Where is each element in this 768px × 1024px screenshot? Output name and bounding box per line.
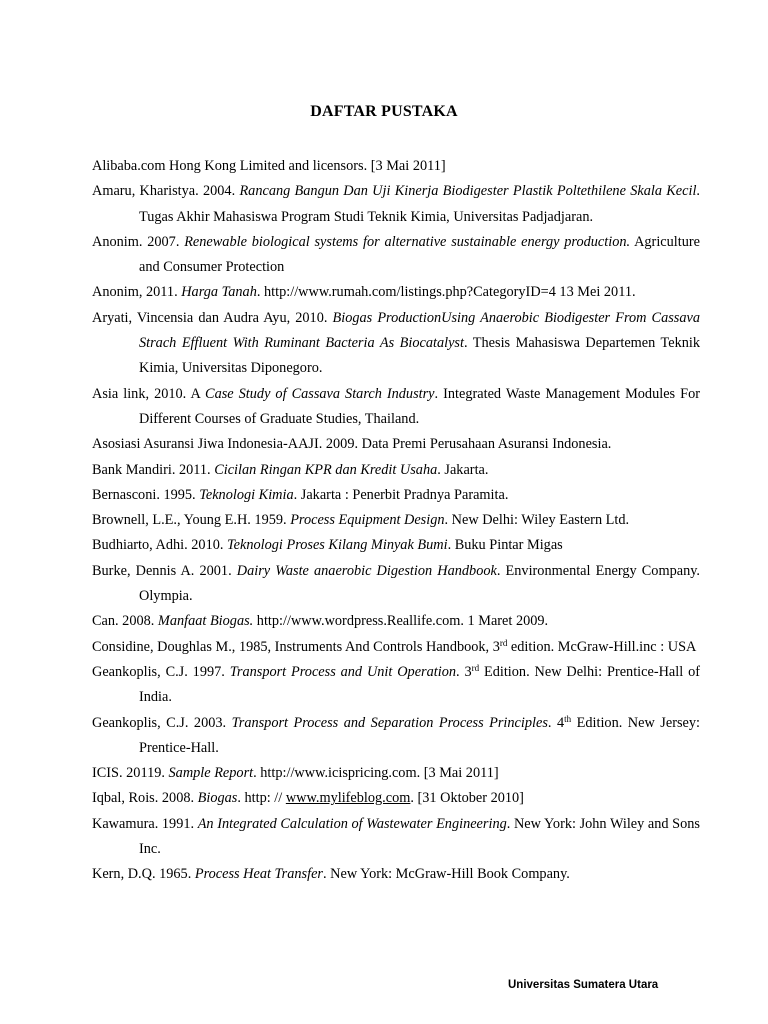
reference-item: Alibaba.com Hong Kong Limited and licensors. [3 Mai 2011] (92, 158, 446, 174)
reference-item: Geankoplis, C.J. 2003. Transport Process and Separation Process Principles. 4th Edition. New Jersey: Prentice-Hall. (92, 713, 700, 756)
reference-item: ICIS. 20119. Sample Report. http://www.icispricing.com. [3 Mai 2011] (92, 765, 499, 782)
reference-item: Bank Mandiri. 2011. Cicilan Ringan KPR dan Kredit Usaha. Jakarta. (92, 461, 489, 478)
reference-item: Considine, Doughlas M., 1985, Instruments And Controls Handbook, 3rd edition. McGraw-Hill.inc : USA (92, 637, 697, 655)
reference-item: Kawamura. 1991. An Integrated Calculation of Wastewater Engineering. New York: John Wiley and Sons Inc. (92, 815, 700, 858)
reference-item: Asosiasi Asuransi Jiwa Indonesia-AAJI. 2009. Data Premi Perusahaan Asuransi Indonesia. (92, 436, 612, 453)
reference-item: Iqbal, Rois. 2008. Biogas. http: // www.mylifeblog.com. [31 Oktober 2010] (92, 790, 524, 807)
reference-item: Aryati, Vincensia dan Audra Ayu, 2010. Biogas ProductionUsing Anaerobic Biodigester From Cassava Strach Effluent With Ruminant Bacteria As Biocatalyst. Thesis Mahasiswa Departemen Teknik Kimia, Universitas Diponegoro. (92, 309, 701, 377)
reference-item: Bernasconi. 1995. Teknologi Kimia. Jakarta : Penerbit Pradnya Paramita. (92, 486, 509, 503)
reference-item: Burke, Dennis A. 2001. Dairy Waste anaerobic Digestion Handbook. Environmental Energy Company. Olympia. (92, 562, 701, 605)
reference-item: Anonim. 2007. Renewable biological systems for alternative sustainable energy production. Agriculture and Consumer Protection (92, 233, 700, 276)
reference-item: Anonim, 2011. Harga Tanah. http://www.rumah.com/listings.php?CategoryID=4 13 Mei 2011. (92, 284, 636, 301)
reference-item: Geankoplis, C.J. 1997. Transport Process and Unit Operation. 3rd Edition. New Delhi: Prentice-Hall of India. (92, 662, 700, 706)
reference-item: Asia link, 2010. A Case Study of Cassava Starch Industry. Integrated Waste Management Modules For Different Courses of Graduate Studies, Thailand. (92, 385, 700, 427)
reference-link[interactable]: www.mylifeblog.com (285, 790, 411, 807)
reference-item: Kern, D.Q. 1965. Process Heat Transfer. New York: McGraw-Hill Book Company. (92, 866, 570, 883)
footer-institution: Universitas Sumatera Utara (508, 979, 659, 991)
reference-item: Can. 2008. Manfaat Biogas. http://www.wordpress.Reallife.com. 1 Maret 2009. (92, 613, 549, 630)
page-title: DAFTAR PUSTAKA (310, 103, 458, 120)
reference-item: Budhiarto, Adhi. 2010. Teknologi Proses Kilang Minyak Bumi. Buku Pintar Migas (92, 537, 563, 554)
reference-list (92, 154, 700, 888)
reference-item: Amaru, Kharistya. 2004. Rancang Bangun Dan Uji Kinerja Biodigester Plastik Poltethilene Skala Kecil. Tugas Akhir Mahasiswa Program Studi Teknik Kimia, Universitas Padjadjaran. (92, 183, 700, 225)
reference-item: Brownell, L.E., Young E.H. 1959. Process Equipment Design. New Delhi: Wiley Eastern Ltd. (92, 512, 630, 529)
